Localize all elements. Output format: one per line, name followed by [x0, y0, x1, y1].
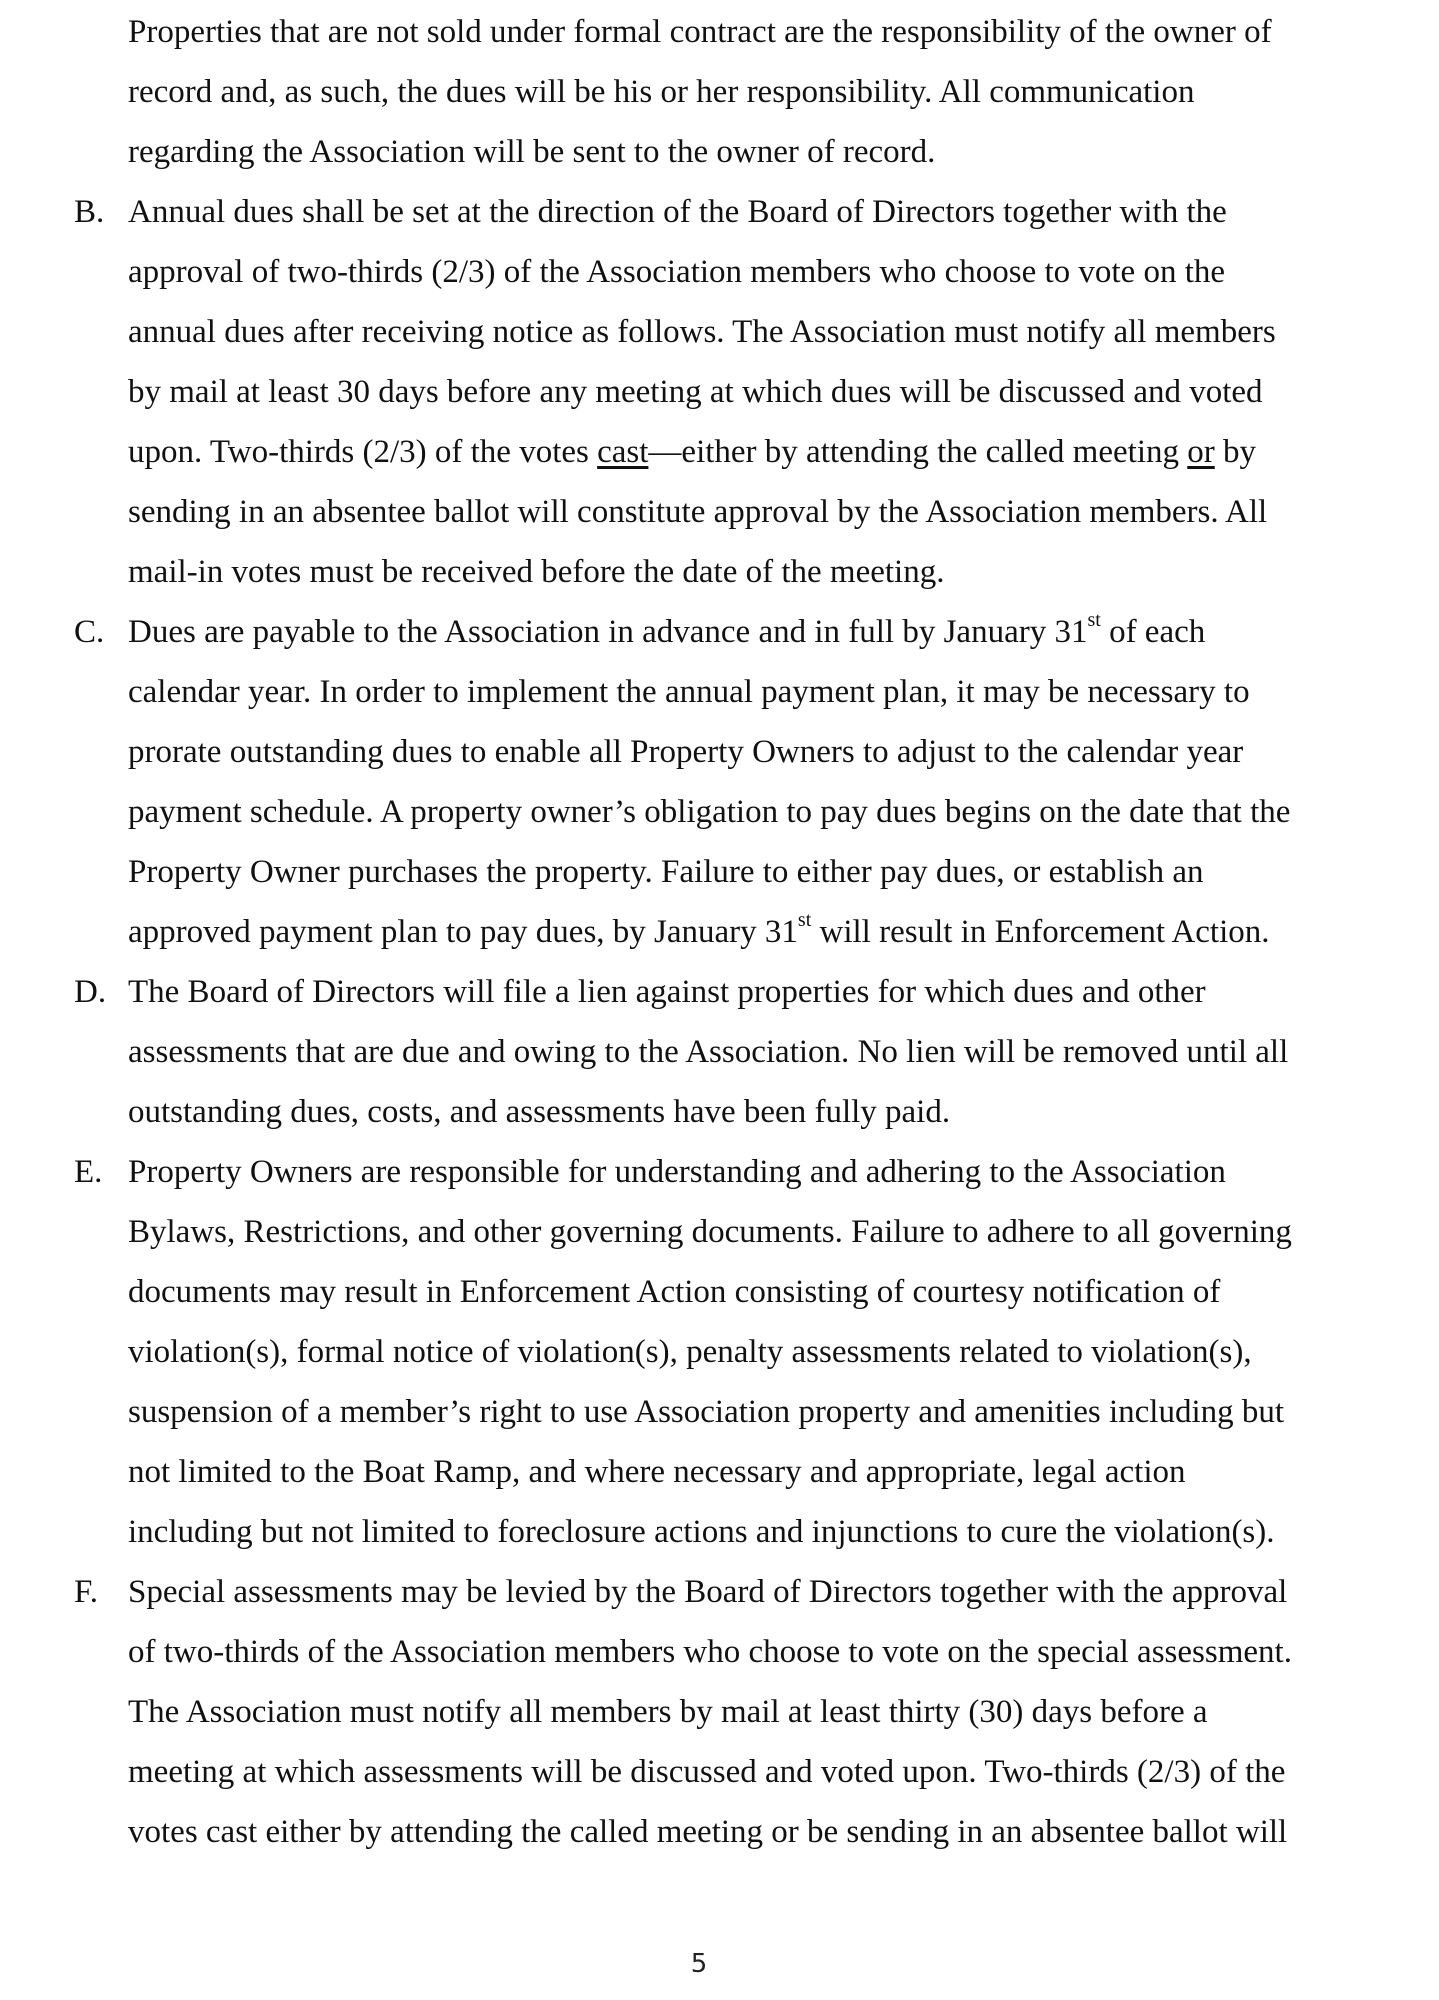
item-b-line: by mail at least 30 days before any meeting at which dues will be discussed and voted	[128, 374, 1263, 410]
item-f-line: The Association must notify all members by mail at least thirty (30) days before a	[128, 1694, 1208, 1730]
underlined-word-cast: cast	[597, 434, 649, 470]
item-b-line: Annual dues shall be set at the direction of the Board of Directors together with the	[128, 194, 1227, 230]
text-segment: of each	[1100, 614, 1206, 650]
intro-line: record and, as such, the dues will be his or her responsibility. All communication	[128, 74, 1195, 110]
item-f-line: meeting at which assessments will be discussed and voted upon. Two-thirds (2/3) of the	[128, 1754, 1286, 1790]
item-f-line: votes cast either by attending the called meeting or be sending in an absentee ballot will	[128, 1814, 1288, 1850]
item-c-line: calendar year. In order to implement the annual payment plan, it may be necessary to	[128, 674, 1250, 710]
item-marker-c: C.	[74, 614, 105, 650]
text-segment: Dues are payable to the Association in advance and in full by January 31	[128, 614, 1088, 650]
item-e-line: including but not limited to foreclosure actions and injunctions to cure the violation(s).	[128, 1514, 1275, 1550]
intro-line: Properties that are not sold under formal contract are the responsibility of the owner of	[128, 14, 1272, 50]
text-segment: approved payment plan to pay dues, by January 31	[128, 914, 798, 950]
ordinal-superscript: st	[1087, 609, 1101, 631]
text-segment: will result in Enforcement Action.	[811, 914, 1270, 950]
item-c-line: prorate outstanding dues to enable all Property Owners to adjust to the calendar year	[128, 734, 1244, 770]
item-marker-b: B.	[74, 194, 105, 230]
item-b-line-underlined	[128, 422, 1256, 482]
item-b-line: annual dues after receiving notice as follows. The Association must notify all members	[128, 314, 1276, 350]
item-c-line: payment schedule. A property owner’s obligation to pay dues begins on the date that the	[128, 794, 1291, 830]
item-f-line: of two-thirds of the Association members who choose to vote on the special assessment.	[128, 1634, 1292, 1670]
text-segment: upon. Two-thirds (2/3) of the votes	[128, 434, 598, 470]
item-d-line: assessments that are due and owing to the Association. No lien will be removed until all	[128, 1034, 1289, 1070]
item-c-line-superscript	[128, 602, 1205, 662]
item-e-line: documents may result in Enforcement Action consisting of courtesy notification of	[128, 1274, 1221, 1310]
item-b-line: mail-in votes must be received before the date of the meeting.	[128, 554, 945, 590]
intro-line: regarding the Association will be sent to the owner of record.	[128, 134, 936, 170]
item-c-line-superscript	[128, 902, 1270, 962]
item-e-line: suspension of a member’s right to use Association property and amenities including but	[128, 1394, 1285, 1430]
item-d-line: The Board of Directors will file a lien against properties for which dues and other	[128, 974, 1206, 1010]
text-segment: —either by attending the called meeting	[648, 434, 1188, 470]
item-e-line: Property Owners are responsible for understanding and adhering to the Association	[128, 1154, 1226, 1190]
item-d-line: outstanding dues, costs, and assessments have been fully paid.	[128, 1094, 951, 1130]
item-marker-e: E.	[74, 1154, 103, 1190]
underlined-word-or: or	[1187, 434, 1215, 470]
item-b-line: sending in an absentee ballot will constitute approval by the Association members. All	[128, 494, 1268, 530]
item-e-line: not limited to the Boat Ramp, and where necessary and appropriate, legal action	[128, 1454, 1186, 1490]
text-segment: by	[1214, 434, 1256, 470]
item-marker-d: D.	[74, 974, 107, 1010]
page-number: 5	[690, 1949, 708, 1979]
item-f-line: Special assessments may be levied by the Board of Directors together with the approval	[128, 1574, 1288, 1610]
item-e-line: Bylaws, Restrictions, and other governing documents. Failure to adhere to all governing	[128, 1214, 1292, 1250]
ordinal-superscript: st	[797, 909, 812, 931]
item-b-line: approval of two-thirds (2/3) of the Association members who choose to vote on the	[128, 254, 1226, 290]
item-e-line: violation(s), formal notice of violation(s), penalty assessments related to violation(s),	[128, 1334, 1252, 1370]
item-marker-f: F.	[74, 1574, 98, 1610]
item-c-line: Property Owner purchases the property. Failure to either pay dues, or establish an	[128, 854, 1204, 890]
